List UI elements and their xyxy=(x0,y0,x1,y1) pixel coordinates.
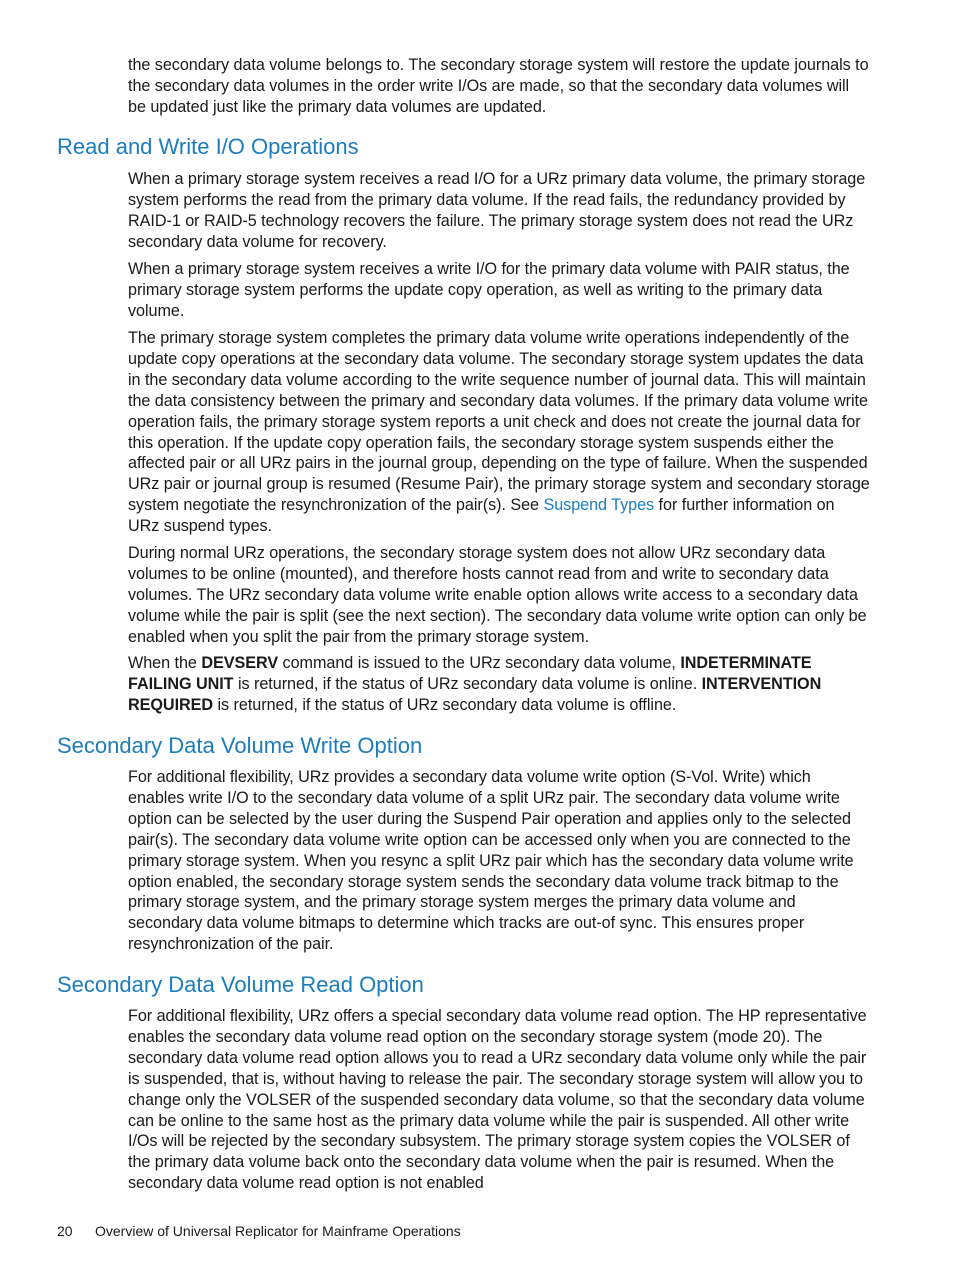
read-write-paragraph-1: When a primary storage system receives a read I/O for a URz primary data volume, the primary storage system performs the read from the primary data volume. If the read fails, the redundancy provided by RAID-1 or RAID-5 technology recovers the failure. The primary storage system does not read the URz secondary data volume for recovery. xyxy=(128,170,866,251)
write-option-paragraph: For additional flexibility, URz provides a secondary data volume write option (S-Vol. Write) which enables write I/O to the secondary data volume of a split URz pair. The secondary data volume write option can be selected by the user during the Suspend Pair operation and applies only to the selected pair(s). The secondary data volume write option can be accessed only when you are connected to the primary storage system. When you resync a split URz pair which has the secondary data volume write option enabled, the secondary storage system sends the secondary data volume track bitmap to the primary storage system, and the primary storage system merges the primary data volume and secondary data volume bitmaps to determine which tracks are out-of sync. This ensures proper resynchronization of the pair. xyxy=(128,768,854,954)
page-number: 20 xyxy=(57,1223,73,1239)
read-write-p1-block xyxy=(128,169,870,253)
read-write-paragraph-3 xyxy=(128,328,870,537)
read-write-p3-block xyxy=(128,328,870,537)
read-write-paragraph-5 xyxy=(128,653,870,716)
page-footer xyxy=(57,1221,461,1241)
p5-text-g: is returned, if the status of URz secondary data volume is offline. xyxy=(213,695,677,714)
read-write-p3-text-a: The primary storage system completes the primary data volume write operations independently of the update copy operations at the secondary data volume. The secondary storage system updates the data in the secondary data volume according to the write sequence number of journal data. This will maintain the data consistency between the primary and secondary data volumes. If the primary data volume write operation fails, the primary storage system reports a unit check and does not create the journal data for this operation. If the update copy operation fails, the secondary storage system suspends either the affected pair or all URz pairs in the journal group, depending on the type of failure. When the suspended URz pair or journal group is resumed (Resume Pair), the primary storage system and secondary storage system negotiate the resynchronization of the pair(s). See xyxy=(128,329,870,515)
intro-block xyxy=(128,55,870,118)
devserv-command: DEVSERV xyxy=(201,654,279,672)
read-option-block xyxy=(128,1006,870,1194)
p5-text-c: command is issued to the URz secondary data volume, xyxy=(278,654,681,672)
read-write-paragraph-2: When a primary storage system receives a write I/O for the primary data volume with PAIR status, the primary storage system performs the update copy operation, as well as writing to the primary data volume. xyxy=(128,260,850,320)
read-write-p5-block xyxy=(128,653,870,716)
read-write-p4-block xyxy=(128,543,870,648)
read-write-p2-block xyxy=(128,259,870,322)
suspend-types-link[interactable]: Suspend Types xyxy=(543,496,655,515)
write-option-block xyxy=(128,767,870,955)
section-heading-write-option: Secondary Data Volume Write Option xyxy=(57,733,423,758)
intro-paragraph: the secondary data volume belongs to. The secondary storage system will restore the update journals to the secondary data volumes in the order write I/Os are made, so that the secondary data volumes will be updated just like the primary data volumes are updated. xyxy=(128,56,869,116)
intervention-required: INTERVENTION REQUIRED xyxy=(128,674,822,714)
read-write-p3-text-b: for further information on URz suspend types. xyxy=(128,496,835,536)
p5-text-a: When the xyxy=(128,654,202,672)
read-option-paragraph: For additional flexibility, URz offers a special secondary data volume read option. The HP representative enables the secondary data volume read option on the secondary storage system (mode 20). The secondary data volume read option allows you to read a URz secondary data volume only while the pair is suspended, that is, without having to release the pair. The secondary storage system will allow you to change only the VOLSER of the suspended secondary data volume, so that the secondary data volume can be online to the same host as the primary data volume while the pair is suspended. All other write I/Os will be rejected by the secondary subsystem. The primary storage system copies the VOLSER of the primary data volume back onto the secondary data volume when the pair is resumed. When the secondary data volume read option is not enabled xyxy=(128,1007,867,1193)
p5-text-e: is returned, if the status of URz secondary data volume is online. xyxy=(233,674,702,693)
indeterminate-failing-unit: INDETERMINATE FAILING UNIT xyxy=(128,654,812,693)
section-heading-read-option: Secondary Data Volume Read Option xyxy=(57,972,424,997)
read-write-paragraph-4: During normal URz operations, the secondary storage system does not allow URz secondary data volumes to be online (mounted), and therefore hosts cannot read from and write to secondary data volumes. The URz secondary data volume write enable option allows write access to a secondary data volume while the pair is split (see the next section). The secondary data volume write option can only be enabled when you split the pair from the primary storage system. xyxy=(128,544,867,646)
footer-title: Overview of Universal Replicator for Mainframe Operations xyxy=(95,1223,461,1239)
section-heading-read-write: Read and Write I/O Operations xyxy=(57,134,359,159)
